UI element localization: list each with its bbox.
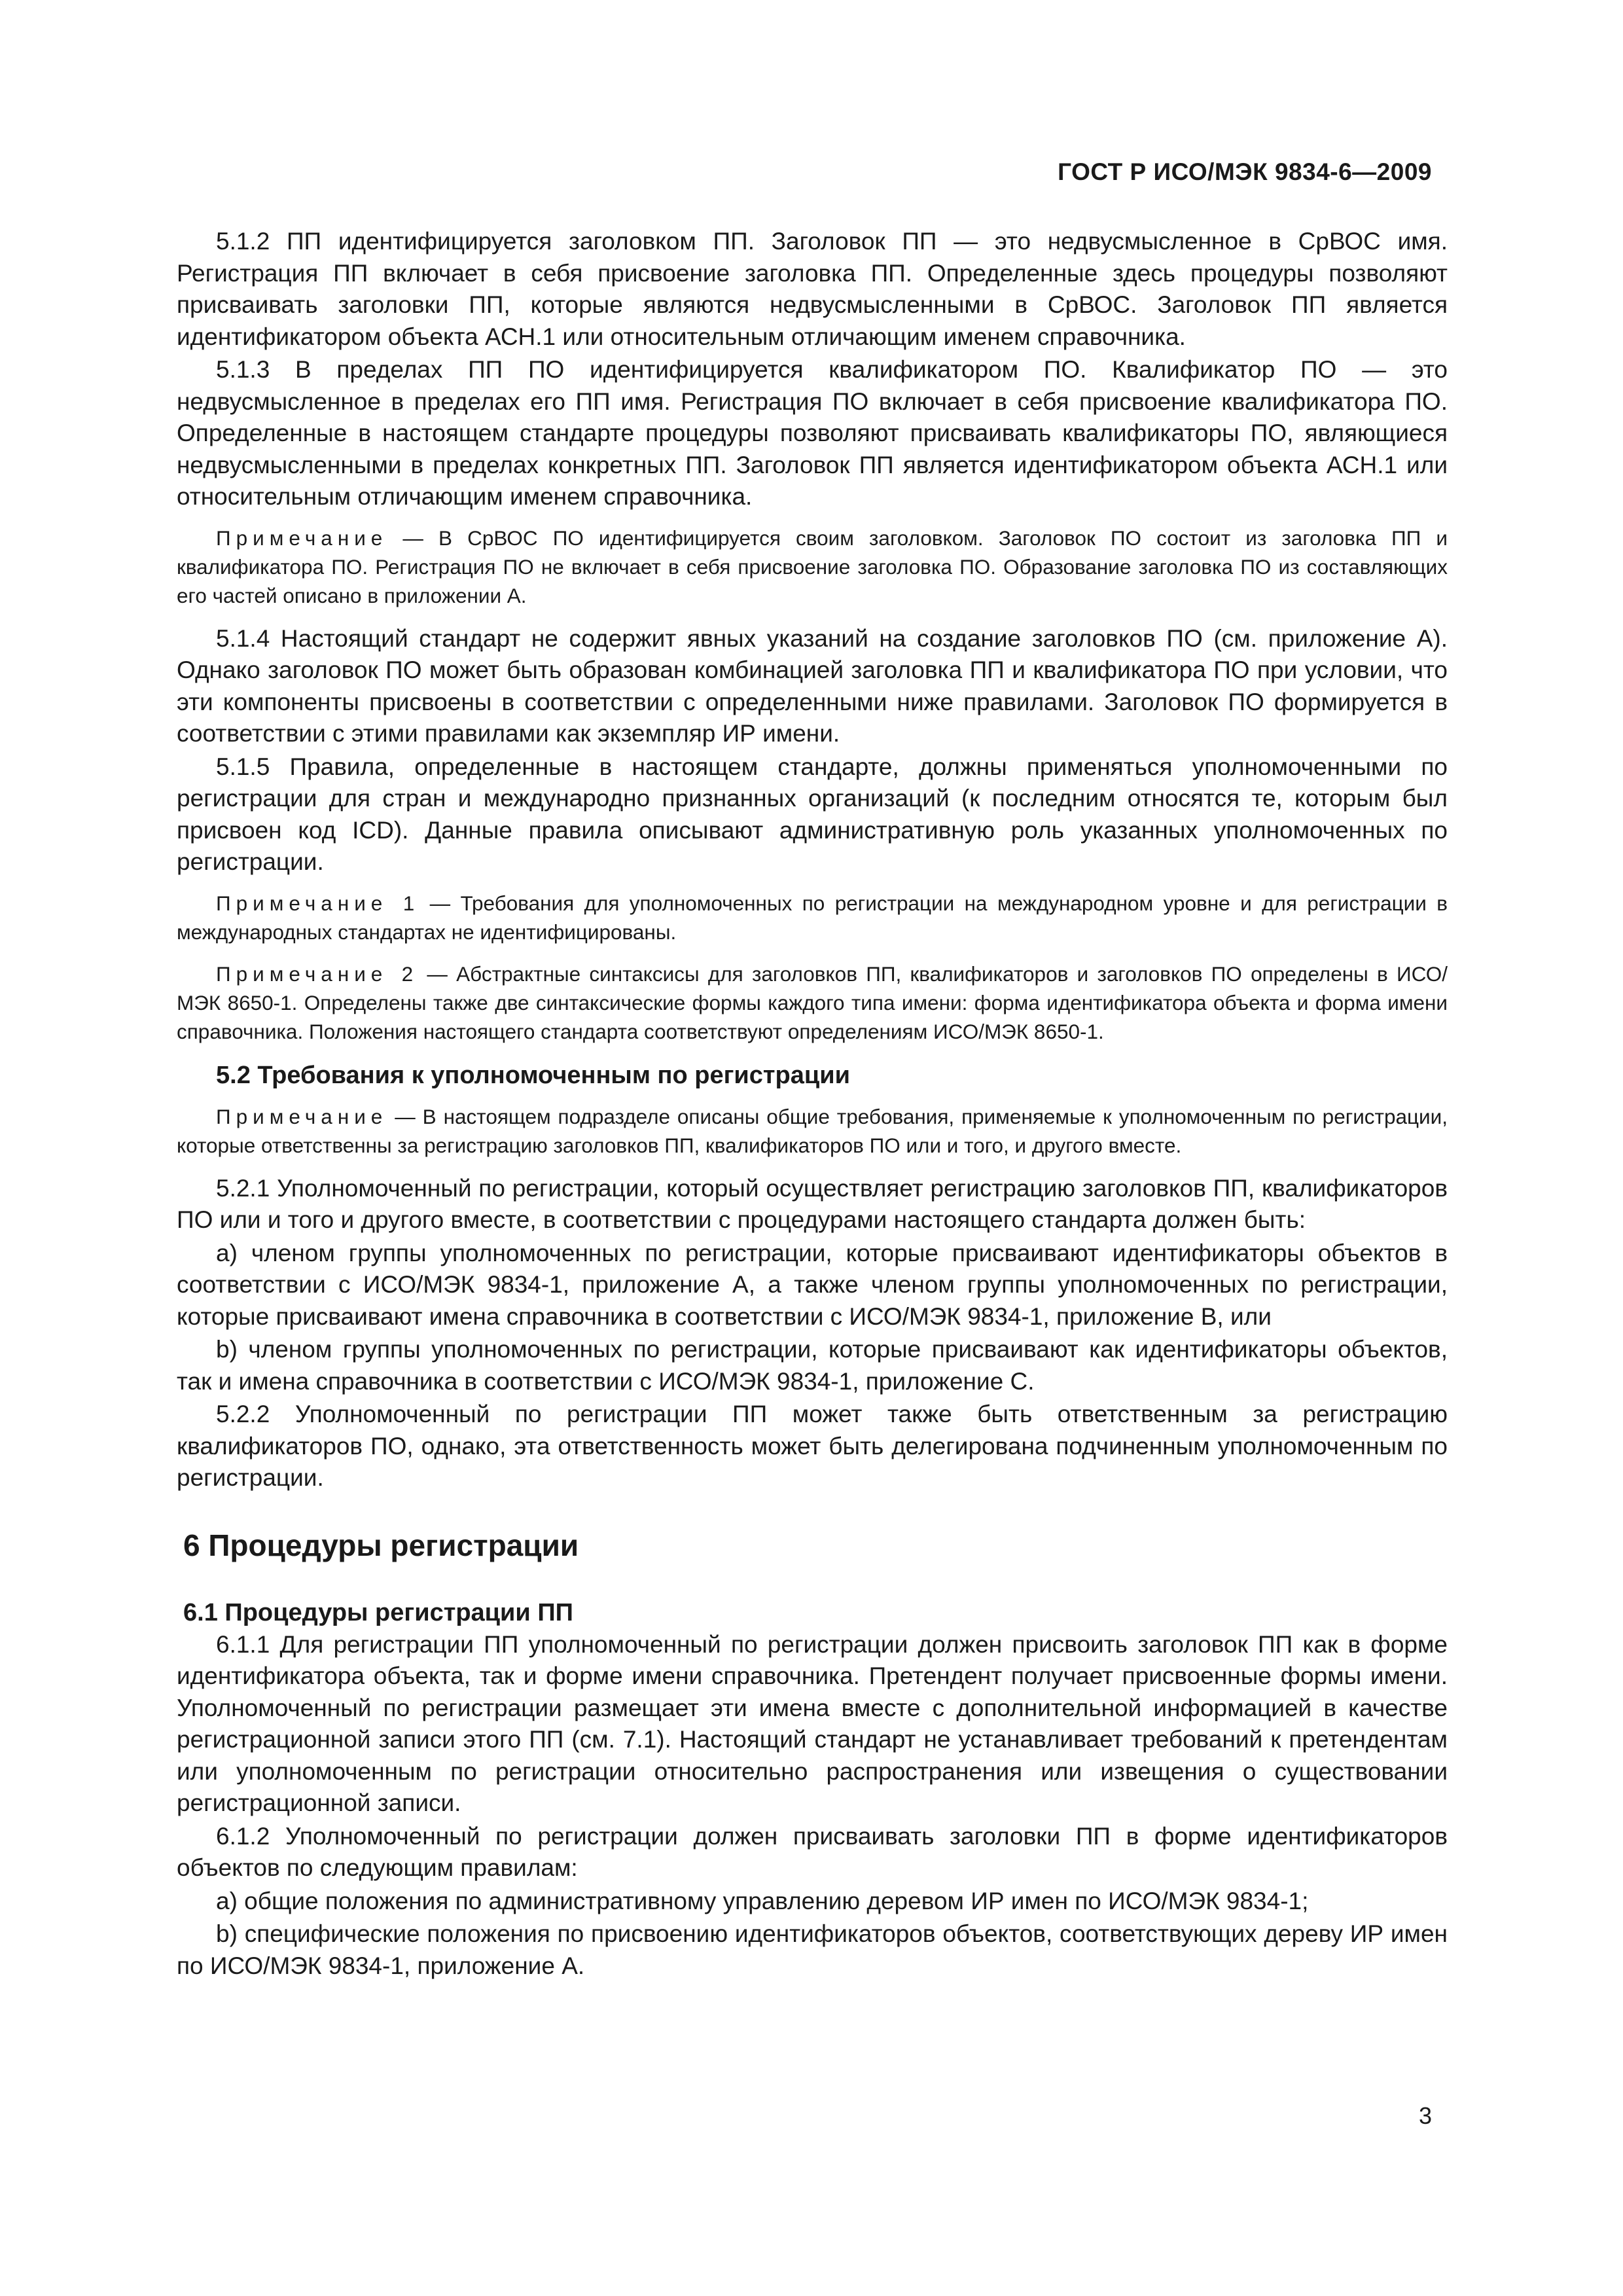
note-label: Примечание [216, 1104, 388, 1128]
paragraph-6-1-2: 6.1.2 Уполномоченный по регистрации должен присваивать заголовки ПП в форме идентификаторов объектов по следующим правилам: [177, 1822, 1448, 1881]
paragraph-5-2-2: 5.2.2 Уполномоченный по регистрации ПП может также быть ответственным за регистрацию квалификаторов ПО, однако, эта ответственность может быть делегирована подчиненным уполномоченным по регистрации. [177, 1401, 1448, 1491]
document-code-header: ГОСТ Р ИСО/МЭК 9834-6—2009 [1058, 158, 1432, 185]
paragraph-5-1-2: 5.1.2 ПП идентифицируется заголовком ПП. Заголовок ПП — это недвусмысленное в СрВОС имя. Регистрация ПП включает в себя присвоение заголовка ПП. Определенные здесь процедуры позволяют присваивать заголовки ПП, которые являются недвусмысленными в СрВОС. Заголовок ПП является идентификатором объекта АСН.1 или относительным отличающим именем справочника. [177, 228, 1448, 350]
note-3 [177, 960, 1448, 1046]
section-heading-6-1: 6.1 Процедуры регистрации ПП [183, 1598, 573, 1626]
note-text: — В СрВОС ПО идентифицируется своим заголовком. Заголовок ПО состоит из заголовка ПП и квалификатора ПО. Регистрация ПО не включает в себя присвоение заголовка ПО. Образование заголовка ПО из составляющих его частей описано в приложении А. [177, 526, 1448, 607]
chapter-heading-6: 6 Процедуры регистрации [183, 1528, 579, 1562]
note-1 [177, 524, 1448, 610]
paragraph-5-2-1: 5.2.1 Уполномоченный по регистрации, который осуществляет регистрацию заголовков ПП, квалификаторов ПО или и того и другого вместе, в соответствии с процедурами настоящего стандарта должен быть: [177, 1174, 1448, 1233]
section-heading-5-2: 5.2 Требования к уполномоченным по регистрации [216, 1061, 850, 1089]
paragraph-5-1-5: 5.1.5 Правила, определенные в настоящем стандарте, должны применяться уполномоченными по регистрации для стран и международно признанных организаций (к последним относятся те, которым был присвоен код ICD). Данные правила описывают административную роль указанных уполномоченных по регистрации. [177, 753, 1448, 875]
page-number: 3 [1418, 2102, 1432, 2129]
note-2 [177, 889, 1448, 946]
paragraph-5-1-3: 5.1.3 В пределах ПП ПО идентифицируется квалификатором ПО. Квалификатор ПО — это недвусмысленное в пределах его ПП имя. Регистрация ПО включает в себя присвоение квалификатора ПО. Определенные в настоящем стандарте процедуры позволяют присваивать квалификаторы ПО, являющиеся недвусмысленными в пределах конкретных ПП. Заголовок ПП является идентификатором объекта АСН.1 или относительным отличающим именем справочника. [177, 356, 1448, 510]
list-item-5-2-1-b: b) членом группы уполномоченных по регистрации, которые присваивают как идентификаторы объектов, так и имена справочника в соответствии с ИСО/МЭК 9834-1, приложение С. [177, 1336, 1448, 1395]
paragraph-5-1-4: 5.1.4 Настоящий стандарт не содержит явных указаний на создание заголовков ПО (см. приложение А). Однако заголовок ПО может быть образован комбинацией заголовка ПП и квалификатора ПО при условии, что эти компоненты присвоены в соответствии с определенными ниже правилами. Заголовок ПО формируется в соответствии с этими правилами как экземпляр ИР имени. [177, 624, 1448, 747]
note-label: Примечание [216, 526, 388, 550]
note-4 [177, 1102, 1448, 1160]
note-label: Примечание 1 [216, 891, 420, 915]
list-item-6-1-2-a: а) общие положения по административному управлению деревом ИР имен по ИСО/МЭК 9834-1; [216, 1887, 1309, 1914]
paragraph-6-1-1: 6.1.1 Для регистрации ПП уполномоченный по регистрации должен присвоить заголовок ПП как в форме идентификатора объекта, так и форме имени справочника. Претендент получает присвоенные формы имени. Уполномоченный по регистрации размещает эти имена вместе с дополнительной информацией в качестве регистрационной записи этого ПП (см. 7.1). Настоящий стандарт не устанавливает требований к претендентам или уполномоченным по регистрации относительно распространения или извещения о существовании регистрационной записи. [177, 1630, 1448, 1816]
document-body [177, 226, 1448, 1983]
note-label: Примечание 2 [216, 961, 419, 986]
note-text: — Требования для уполномоченных по регистрации на международном уровне и для регистрации в международных стандартах не идентифицированы. [177, 891, 1448, 944]
note-text: — В настоящем подразделе описаны общие требования, применяемые к уполномоченным по регистрации, которые ответственны за регистрацию заголовков ПП, квалификаторов ПО или и того, и другого вместе. [177, 1104, 1448, 1157]
list-item-5-2-1-a: а) членом группы уполномоченных по регистрации, которые присваивают идентификаторы объектов в соответствии с ИСО/МЭК 9834-1, приложение А, а также членом группы уполномоченных по регистрации, которые присваивают имена справочника в соответствии с ИСО/МЭК 9834-1, приложение В, или [177, 1239, 1448, 1330]
note-text: — Абстрактные синтаксисы для заголовков ПП, квалификаторов и заголовков ПО определены в ИСО/МЭК 8650-1. Определены также две синтаксические формы каждого типа имени: форма идентификатора объекта и форма имени справочника. Положения настоящего стандарта соответствуют определениям ИСО/МЭК 8650-1. [177, 961, 1448, 1043]
list-item-6-1-2-b: b) специфические положения по присвоению идентификаторов объектов, соответствующих дереву ИР имен по ИСО/МЭК 9834-1, приложение А. [177, 1920, 1448, 1979]
